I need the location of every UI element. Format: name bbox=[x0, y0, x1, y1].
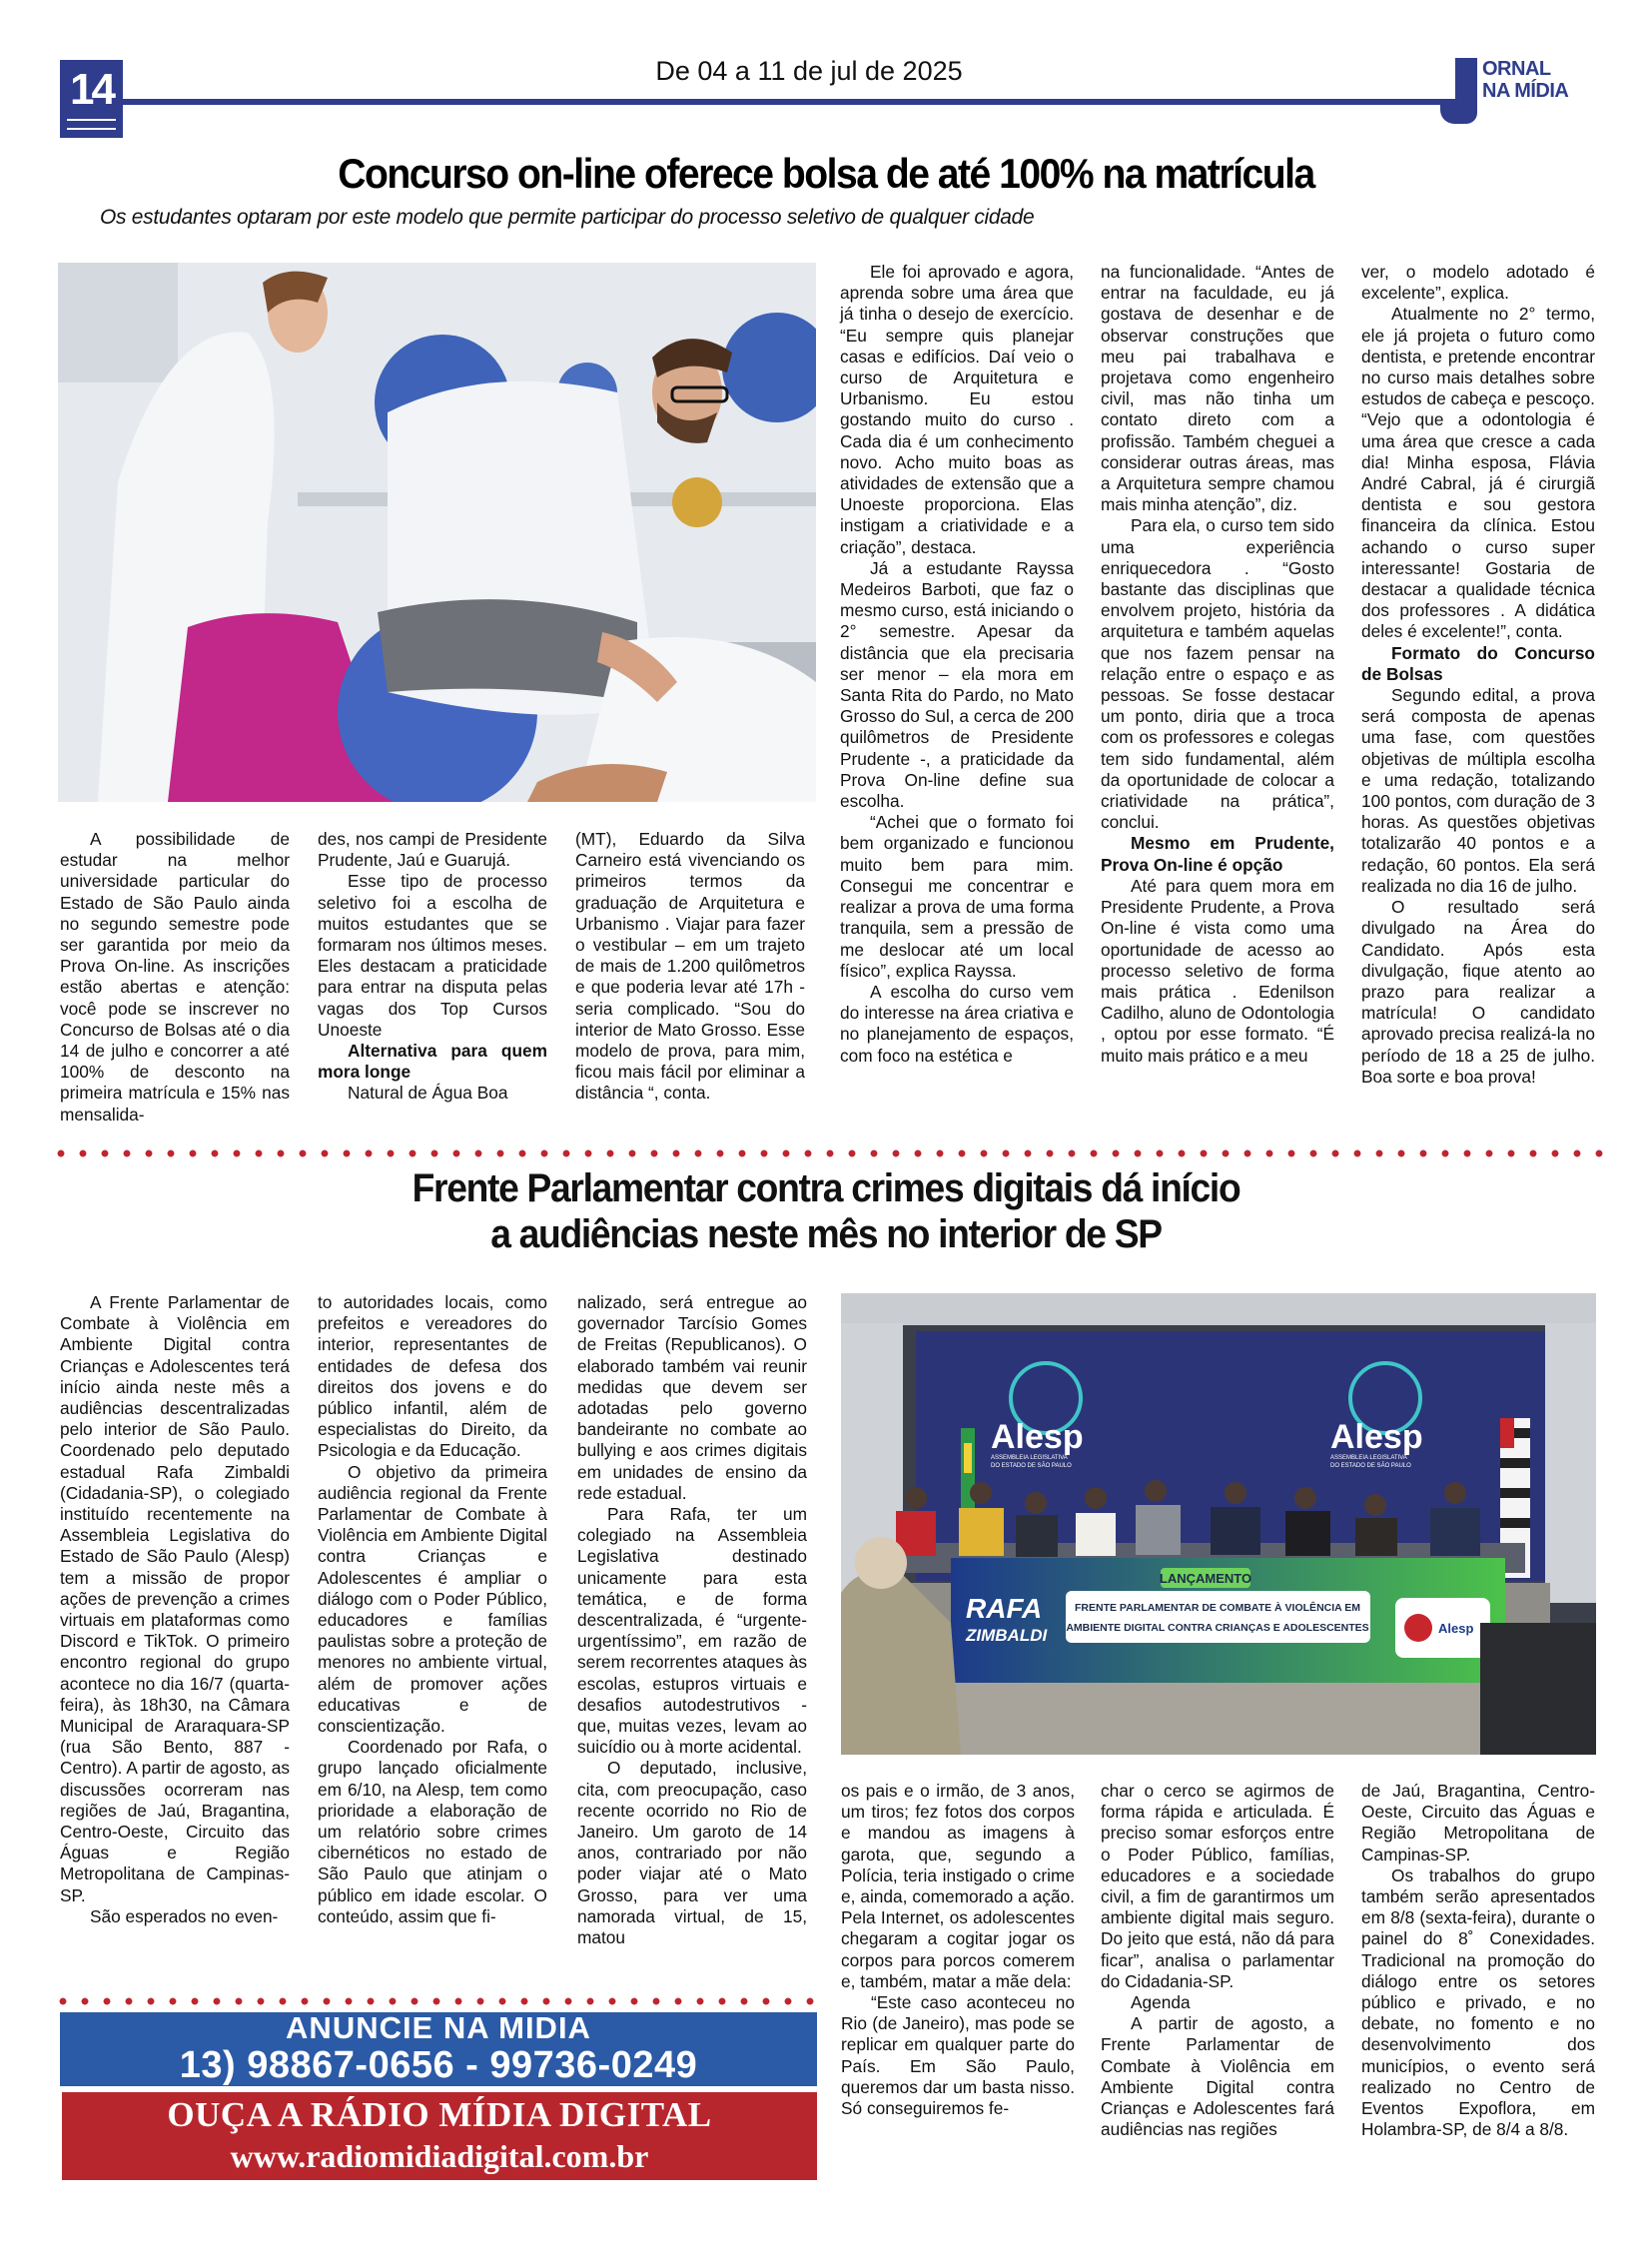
article1-col4 bbox=[840, 262, 1074, 1067]
header-rule bbox=[123, 99, 1461, 105]
article2-col5-p2: Agenda bbox=[1131, 1992, 1191, 2013]
article2-col3-p3: O deputado, inclusive, cita, com preocupação, caso recente ocorrido no Rio de Janeiro. Um garoto de 14 anos, contrariado por não poder viajar até o Mato Grosso, para ver uma namorada virtual, de 15, matou bbox=[577, 1758, 807, 1948]
article1-col4-p1: Ele foi aprovado e agora, aprenda sobre uma área que já tinha o desejo de exercício. “Eu sempre quis planejar casas e edifícios. Daí veio o curso de Arquitetura e Urbanismo. Eu estou gostando muito do curso . Cada dia é um conhecimento novo. Acho muito boas as atividades de extensão que a Unoeste proporciona. Elas instigam a criatividade e a criação”, destaca. bbox=[840, 262, 1074, 557]
ad-anuncie-phones: 13) 98867-0656 - 99736-0249 bbox=[179, 2044, 698, 2086]
page-number: 14 bbox=[70, 65, 113, 114]
ad-anuncie[interactable] bbox=[60, 2012, 817, 2086]
article2-col5-p1: char o cerco se agirmos de forma rápida e articulada. É preciso somar esforços entre o Poder Público, famílias, educadores e a sociedade civil, a fim de garantirmos um ambiente digital mais seguro. Do jeito que está, não dá para ficar”, analisa o parlamentar do Cidadania-SP. bbox=[1101, 1781, 1334, 1991]
article1-photo bbox=[58, 263, 816, 802]
article1-col2 bbox=[318, 829, 547, 1105]
article2-col2 bbox=[318, 1292, 547, 1927]
physiotherapy-photo-illustration bbox=[58, 263, 816, 802]
article2-col2-p1: to autoridades locais, como prefeitos e vereadores do interior, representantes de entidades de defesa dos direitos dos jovens e do público infantil, além de especialistas do Direito, da Psicologia e da Educação. bbox=[318, 1292, 547, 1461]
article2-col2-p3: Coordenado por Rafa, o grupo lançado oficialmente em 6/10, na Alesp, tem como prioridade a elaboração de um relatório sobre crimes cibernéticos no estado de São Paulo que atinjam o público em idade escolar. O conteúdo, assim que fi- bbox=[318, 1737, 547, 1926]
article1-col6-p1: ver, o modelo adotado é excelente”, explica. bbox=[1361, 262, 1595, 304]
article1-col1-p1: A possibilidade de estudar na melhor universidade particular do Estado de São Paulo ainda no segundo semestre pode ser garantida por meio da Prova On-line. As inscrições estão abertas e atenção: você pode se inscrever no Concurso de Bolsas até o dia 14 de julho e concorrer a até 100% de desconto na primeira matrícula e 15% nas mensalida- bbox=[60, 829, 290, 1124]
article2-col1-p2: São esperados no even- bbox=[90, 1905, 279, 1926]
banner-line2: AMBIENTE DIGITAL CONTRA CRIANÇAS E ADOLESCENTES bbox=[1066, 1622, 1369, 1634]
issue-date: De 04 a 11 de jul de 2025 bbox=[655, 56, 963, 86]
article1-col3-p1: (MT), Eduardo da Silva Carneiro está vivenciando os primeiros termos da graduação de Arquitetura e Urbanismo . Viajar para fazer o vestibular – em um trajeto de mais de 1.200 quilômetros e que poderia levar até 17h - seria complicado. “Sou do interior de Mato Grosso. Esse modelo de prova, para mim, ficou mais fácil por eliminar a distância “, conta. bbox=[575, 829, 805, 1104]
article2-col4-p2: “Este caso aconteceu no Rio (de Janeiro), mas pode se replicar em qualquer parte do País. Em São Paulo, queremos dar um basta nisso. Só conseguiremos fe- bbox=[841, 1992, 1075, 2119]
page-number-bars bbox=[67, 119, 116, 130]
article1-headline: Concurso on-line oferece bolsa de até 100% na matrícula bbox=[338, 150, 1314, 197]
ad-anuncie-title: ANUNCIE NA MIDIA bbox=[286, 2010, 591, 2045]
page-number-box bbox=[60, 60, 123, 138]
article1-col6-p4: O resultado será divulgado na Área do Candidato. Após esta divulgação, fique atento ao prazo para realizar a matrícula! O candidato aprovado precisa realizá-la no período de 18 a 25 de julho. Boa sorte e boa prova! bbox=[1361, 897, 1595, 1087]
ad-radio-title: OUÇA A RÁDIO MÍDIA DIGITAL bbox=[167, 2095, 712, 2134]
article1-col4-p2: Já a estudante Rayssa Medeiros Barboti, que faz o mesmo curso, está iniciando o 2° semestre. Apesar da distância que ela precisaria ser menor – ela mora em Santa Rita do Pardo, no Mato Grosso do Sul, a cerca de 200 quilômetros de Presidente Prudente -, a praticidade da Prova On-line define sua escolha. bbox=[840, 557, 1074, 812]
banner-name1: RAFA bbox=[966, 1593, 1043, 1624]
article1-col2-p3: Natural de Água Boa bbox=[348, 1083, 508, 1104]
article2-headline bbox=[58, 1165, 1594, 1257]
ad-separator-dots bbox=[52, 1997, 819, 2005]
article1-col5-p2: Para ela, o curso tem sido uma experiência enriquecedora . “Gosto bastante das disciplinas que envolvem projeto, história da arquitetura e também aquelas que nos fazem pensar na relação entre o espaço e as pessoas. Se fosse destacar um ponto, diria que a troca com os professores e colegas tem sido fundamental, além da oportunidade de colocar a criatividade na prática”, conclui. bbox=[1101, 515, 1334, 833]
backdrop-sub2-right: DO ESTADO DE SÃO PAULO bbox=[1330, 1463, 1411, 1469]
article2-col6 bbox=[1361, 1781, 1595, 2140]
article2-col2-p2: O objetivo da primeira audiência regional da Frente Parlamentar de Combate à Violência em Ambiente Digital contra Crianças e Adolescentes é ampliar o diálogo com o Poder Público, educadores e famílias paulistas sobre a proteção de menores no ambiente virtual, além de promover ações educativas e de conscientização. bbox=[318, 1461, 547, 1737]
article2-col4-p1: os pais e o irmão, de 3 anos, um tiros; fez fotos dos corpos e mandou as imagens à garota, que, segundo a Polícia, teria instigado o crime e, ainda, comemorado a ação. Pela Internet, os adolescentes chegaram a cogitar jogar os corpos para porcos comerem e, também, matar a mãe dela: bbox=[841, 1781, 1075, 1991]
ad-radio-url[interactable]: www.radiomidiadigital.com.br bbox=[230, 2138, 649, 2174]
article2-col5 bbox=[1101, 1781, 1334, 2140]
article1-col2-p2: Esse tipo de processo seletivo foi a escolha de muitos estudantes que se formaram nos últimos meses. Eles destacam a praticidade para entrar na disputa pelas vagas dos Top Cursos Unoeste bbox=[318, 871, 547, 1040]
article2-col3 bbox=[577, 1292, 807, 1948]
banner-line1: FRENTE PARLAMENTAR DE COMBATE À VIOLÊNCIA EM bbox=[1074, 1602, 1361, 1614]
article1-col1 bbox=[60, 829, 290, 1125]
banner-name2: ZIMBALDI bbox=[966, 1626, 1048, 1645]
article1-col6-p3: Segundo edital, a prova será composta de apenas uma fase, com questões objetivas de múltipla escolha e uma redação, totalizando 100 pontos, com duração de 3 horas. As questões objetivas totalizarão 40 pontos e a redação, 60 pontos. Ela será realizada no dia 16 de julho. bbox=[1361, 685, 1595, 896]
article2-col1-p1: A Frente Parlamentar de Combate à Violência em Ambiente Digital contra Crianças e Adolescentes terá início ainda neste mês a audiências descentralizadas pelo interior de São Paulo. Coordenado pelo deputado estadual Rafa Zimbaldi (Cidadania-SP), o colegiado instituído recentemente na Assembleia Legislativa do Estado de São Paulo (Alesp) tem a missão de propor ações de prevenção a crimes virtuais em plataformas como Discord e TikTok. O primeiro encontro regional do grupo acontece no dia 16/7 (quarta-feira), às 18h30, na Câmara Municipal de Araraquara-SP (rua São Bento, 887 - Centro). A partir de agosto, as discussões ocorreram nas regiões de Jaú, Bragantina, Centro-Oeste, Circuito das Águas e Região Metropolitana de Campinas-SP. bbox=[60, 1292, 290, 1905]
logo-j-hook bbox=[1440, 104, 1477, 124]
article2-col6-p1: de Jaú, Bragantina, Centro-Oeste, Circuito das Águas e Região Metropolitana de Campinas-SP. bbox=[1361, 1781, 1595, 1865]
banner-tag: LANÇAMENTO bbox=[1159, 1571, 1252, 1586]
article1-col6-subhead: Formato do Concurso de Bolsas bbox=[1361, 642, 1595, 684]
article1-col3 bbox=[575, 829, 805, 1105]
article2-col3-p1: nalizado, será entregue ao governador Tarcísio Gomes de Freitas (Republicanos). O elaborado também vai reunir medidas que devem ser adotadas pelo governo bandeirante no combate ao bullying e aos crimes digitais em unidades de ensino da rede estadual. bbox=[577, 1292, 807, 1503]
article2-col4 bbox=[841, 1781, 1075, 2119]
article1-col5 bbox=[1101, 262, 1334, 1067]
article1-col2-p1: des, nos campi de Presidente Prudente, Jaú e Guarujá. bbox=[318, 829, 547, 871]
article1-subtitle: Os estudantes optaram por este modelo que permite participar do processo seletivo de qualquer cidade bbox=[100, 206, 1035, 229]
article1-col4-p3: “Achei que o formato foi bem organizado e funcionou muito bem para mim. Consegui me concentrar e realizar a prova de uma forma tranquila, sem a pressão de me deslocar até um local físico”, explica Rayssa. bbox=[840, 812, 1074, 981]
article2-col3-p2: Para Rafa, ter um colegiado na Assembleia Legislativa destinado unicamente para esta temática, e de forma descentralizada, é “urgente-urgentíssimo”, em razão de serem recorrentes ataques às escolas, estupros virtuais e desafios autodestrutivos - que, muitas vezes, levam ao suicídio ou à morte acidental. bbox=[577, 1504, 807, 1758]
logo-line1: ORNAL bbox=[1482, 58, 1551, 80]
banner-alesp-logo: Alesp bbox=[1438, 1621, 1474, 1636]
article2-col5-p3: A partir de agosto, a Frente Parlamentar de Combate à Violência em Ambiente Digital contra Crianças e Adolescentes fará audiências nas regiões bbox=[1101, 2013, 1334, 2140]
backdrop-logo-right: Alesp bbox=[1330, 1418, 1423, 1456]
article2-headline-line2: a audiências neste mês no interior de SP bbox=[490, 1212, 1162, 1256]
article1-col5-p1: na funcionalidade. “Antes de entrar na faculdade, eu já gostava de desenhar e de observar construções que meu pai trabalhava e projetava como engenheiro civil, mas não tinha um contato direto com a profissão. Também cheguei a considerar outras áreas, mas a Arquitetura sempre chamou mais minha atenção”, diz. bbox=[1101, 262, 1334, 515]
logo-line2: NA MÍDIA bbox=[1482, 80, 1569, 102]
article1-col2-subhead: Alternativa para quem mora longe bbox=[318, 1041, 547, 1083]
section-separator-dots bbox=[50, 1149, 1608, 1157]
backdrop-logo-left: Alesp bbox=[991, 1418, 1084, 1456]
article2-col6-p2: Os trabalhos do grupo também serão apresentados em 8/8 (sexta-feira), durante o painel do 8˚ Conexidades. Tradicional na promoção do diálogo entre os setores público e privado, e no debate, no fomento e no desenvolvimento dos municípios, o evento será realizado no Centro de Eventos Expoflora, em Holambra-SP, de 8/4 a 8/8. bbox=[1361, 1865, 1595, 2140]
ad-radio[interactable] bbox=[62, 2092, 817, 2180]
article1-col6 bbox=[1361, 262, 1595, 1088]
backdrop-sub1-right: ASSEMBLEIA LEGISLATIVA bbox=[1330, 1455, 1407, 1461]
article1-col6-p2: Atualmente no 2° termo, ele já projeta o futuro como dentista, e pretende encontrar no curso mais detalhes sobre estudos de cabeça e pescoço. “Vejo que a odontologia é uma área que cresce a cada dia! Minha esposa, Flávia André Cabral, já é cirurgiã dentista e sou gestora financeira da clínica. Estou achando o curso super interessante! Gostaria de destacar a qualidade técnica dos professores . A didática deles é excelente!”, conta. bbox=[1361, 304, 1595, 642]
backdrop-sub1-left: ASSEMBLEIA LEGISLATIVA bbox=[991, 1455, 1068, 1461]
article2-headline-line1: Frente Parlamentar contra crimes digitais dá início bbox=[412, 1166, 1240, 1210]
backdrop-sub2-left: DO ESTADO DE SÃO PAULO bbox=[991, 1463, 1072, 1469]
article2-photo bbox=[841, 1293, 1596, 1755]
alesp-event-photo-illustration bbox=[841, 1293, 1596, 1755]
article1-col5-p3: Até para quem mora em Presidente Prudente, a Prova On-line é vista como uma oportunidade de acesso ao processo seletivo de forma mais prática . Edenilson Cadilho, aluno de Odontologia , optou por esse formato. “É muito mais prático e a meu bbox=[1101, 875, 1334, 1066]
article2-col1 bbox=[60, 1292, 290, 1927]
article1-col4-p4: A escolha do curso vem do interesse na área criativa e no planejamento de espaços, com foco na estética e bbox=[840, 981, 1074, 1066]
article1-col5-subhead: Mesmo em Prudente, Prova On-line é opção bbox=[1101, 833, 1334, 875]
